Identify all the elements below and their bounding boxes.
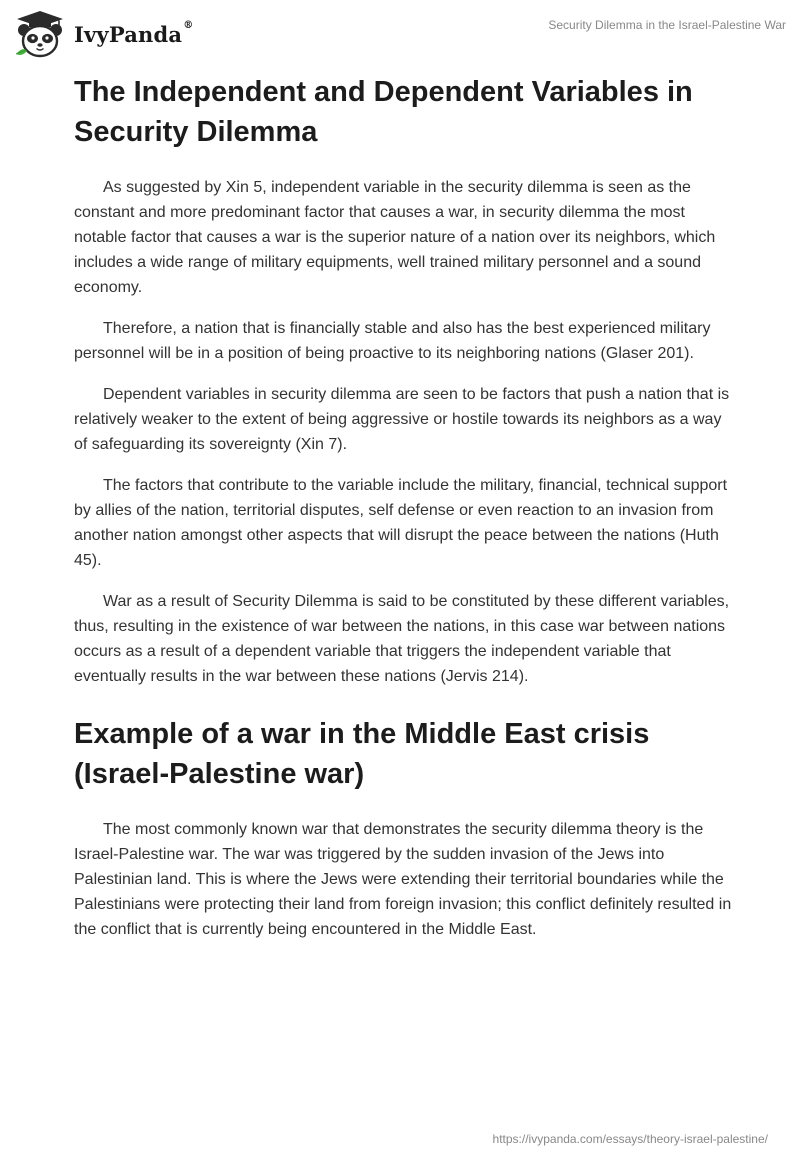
paragraph: War as a result of Security Dilemma is said to be constituted by these different variables, thus, resulting in the existence of war between the nations, in this case war between nations occurs as a result of a dependent variable that triggers the independent variable that eventually results in the war between these nations (Jervis 214). <box>74 593 730 685</box>
paragraph: The most commonly known war that demonstrates the security dilemma theory is the Israel-Palestine war. The war was triggered by the sudden invasion of the Jews into Palestinian land. This is where the Jews were extending their territorial boundaries while the Palestinians were protecting their land from foreign invasion; this conflict definitely resulted in the conflict that is currently being encountered in the Middle East. <box>74 821 732 938</box>
section-variables-body <box>74 175 734 689</box>
section-heading-variables: The Independent and Dependent Variables in Security Dilemma <box>74 76 693 148</box>
paragraph: Therefore, a nation that is financially stable and also has the best experienced military personnel will be in a position of being proactive to its neighboring nations (Glaser 201). <box>74 320 711 362</box>
paragraph: As suggested by Xin 5, independent variable in the security dilemma is seen as the constant and more predominant factor that causes a war, in security dilemma the most notable factor that causes a war is the superior nature of a nation over its neighbors, which includes a wide range of military equipments, well trained military personnel and a sound economy. <box>74 179 716 296</box>
panda-mascot-icon <box>14 8 66 58</box>
document-title: Security Dilemma in the Israel-Palestine War <box>548 18 786 32</box>
page-header <box>14 8 786 58</box>
registered-mark: ® <box>183 19 194 31</box>
paragraph: The factors that contribute to the variable include the military, financial, technical support by allies of the nation, territorial disputes, self defense or even reaction to an invasion from another nation amongst other aspects that will disrupt the peace between the nations (Huth 45). <box>74 477 728 569</box>
paragraph: Dependent variables in security dilemma are seen to be factors that push a nation that is relatively weaker to the extent of being aggressive or hostile towards its neighbors as a way of safeguarding its sovereignty (Xin 7). <box>74 386 730 453</box>
ivypanda-logo[interactable] <box>14 8 193 58</box>
section-heading-middle-east: Example of a war in the Middle East crisis (Israel-Palestine war) <box>74 718 650 790</box>
article-body <box>74 72 734 942</box>
section-middle-east-body <box>74 817 734 942</box>
source-url[interactable]: https://ivypanda.com/essays/theory-israel-palestine/ <box>492 1132 768 1146</box>
brand-name: IvyPanda® <box>74 19 194 47</box>
